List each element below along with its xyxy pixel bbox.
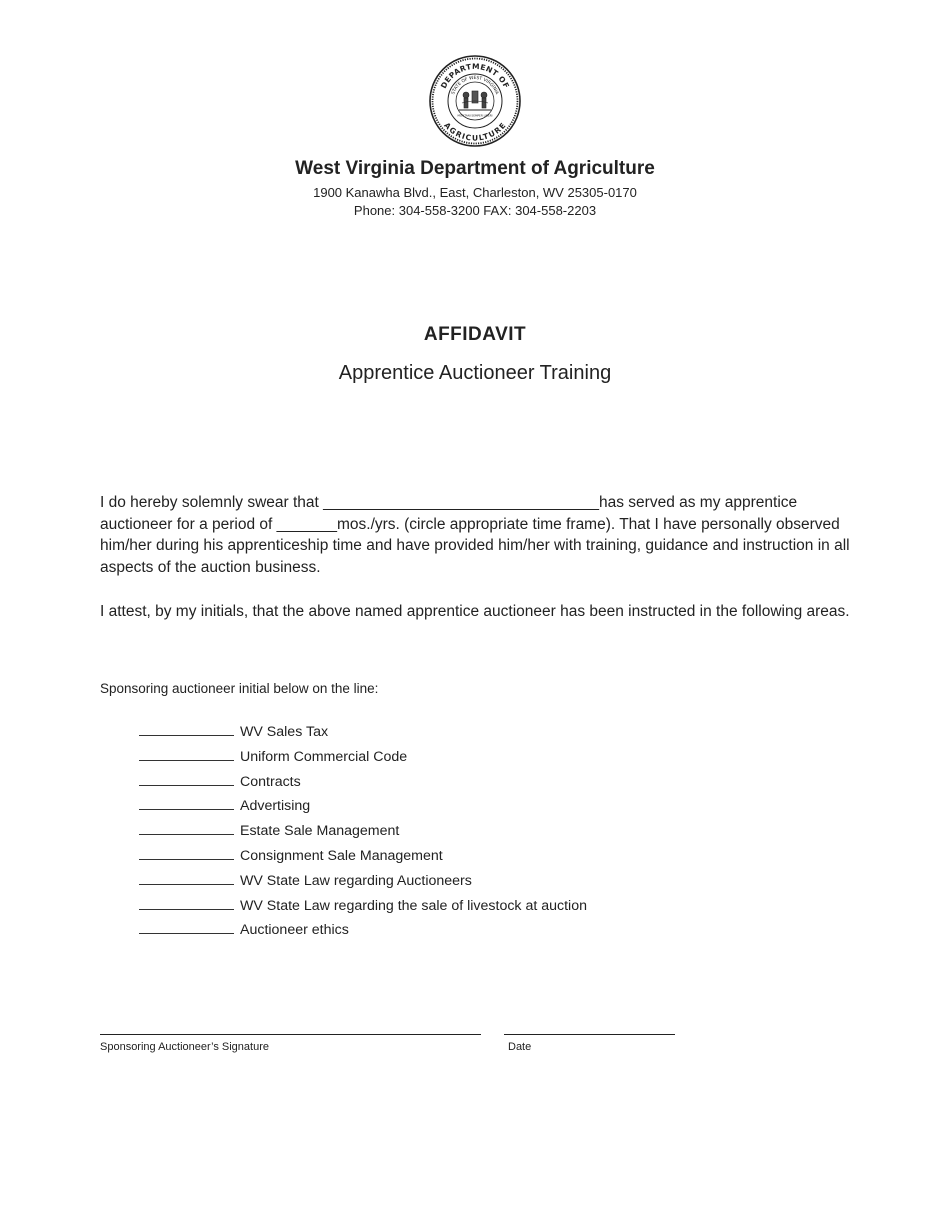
- list-item: [139, 721, 587, 746]
- topic-label: WV State Law regarding the sale of livestock at auction: [240, 897, 587, 914]
- topic-label: Advertising: [240, 798, 311, 815]
- signature-line[interactable]: [100, 1034, 481, 1035]
- training-topics-list: [139, 721, 587, 944]
- agency-name: West Virginia Department of Agriculture: [295, 158, 655, 179]
- seal-top-text: DEPARTMENT OF: [438, 61, 512, 90]
- list-item: [139, 795, 587, 820]
- seal-inner-text: STATE OF WEST VIRGINIA: [451, 75, 499, 96]
- initial-line[interactable]: [139, 820, 234, 835]
- date-line[interactable]: [504, 1034, 675, 1035]
- document-title: AFFIDAVIT: [423, 324, 527, 345]
- signature-label: Sponsoring Auctioneer’s Signature: [100, 1041, 269, 1053]
- initial-line[interactable]: [139, 721, 234, 736]
- list-item: [139, 771, 587, 796]
- list-item: [139, 919, 587, 944]
- initial-line[interactable]: [139, 795, 234, 810]
- initial-line[interactable]: [139, 919, 234, 934]
- agency-phone-fax: Phone: 304-558-3200 FAX: 304-558-2203: [353, 203, 597, 218]
- initial-instruction: Sponsoring auctioneer initial below on the line:: [100, 681, 379, 696]
- list-item: [139, 746, 587, 771]
- topic-label: Auctioneer ethics: [240, 922, 349, 939]
- initial-line[interactable]: [139, 895, 234, 910]
- list-item: [139, 895, 587, 920]
- initial-line[interactable]: [139, 746, 234, 761]
- list-item: [139, 870, 587, 895]
- seal-motto: MONTANI SEMPER LIBERI: [457, 113, 493, 118]
- list-item: [139, 845, 587, 870]
- topic-label: Estate Sale Management: [240, 823, 400, 840]
- initial-line[interactable]: [139, 771, 234, 786]
- department-seal: [429, 55, 521, 147]
- initial-line[interactable]: [139, 870, 234, 885]
- list-item: [139, 820, 587, 845]
- sworn-statement-paragraph: I do hereby solemnly swear that ________________________________has served as my apprentice auctioneer for a period of _______mos./yrs. (circle appropriate time frame). That I have personally observed him/her during his apprenticeship time and have provided him/her with training, guidance and instruction in all aspects of the auction business.: [100, 494, 850, 576]
- initial-line[interactable]: [139, 845, 234, 860]
- topic-label: Contracts: [240, 773, 301, 790]
- attestation-paragraph: I attest, by my initials, that the above named apprentice auctioneer has been instructed in the following areas.: [100, 603, 850, 620]
- seal-bottom-text: AGRICULTURE: [442, 120, 508, 143]
- topic-label: Consignment Sale Management: [240, 847, 443, 864]
- date-label: Date: [508, 1041, 532, 1053]
- topic-label: WV Sales Tax: [240, 724, 329, 740]
- agency-address: 1900 Kanawha Blvd., East, Charleston, WV 25305-0170: [313, 185, 637, 200]
- document-subtitle: Apprentice Auctioneer Training: [338, 362, 612, 384]
- topic-label: WV State Law regarding Auctioneers: [240, 872, 472, 889]
- topic-label: Uniform Commercial Code: [240, 748, 408, 765]
